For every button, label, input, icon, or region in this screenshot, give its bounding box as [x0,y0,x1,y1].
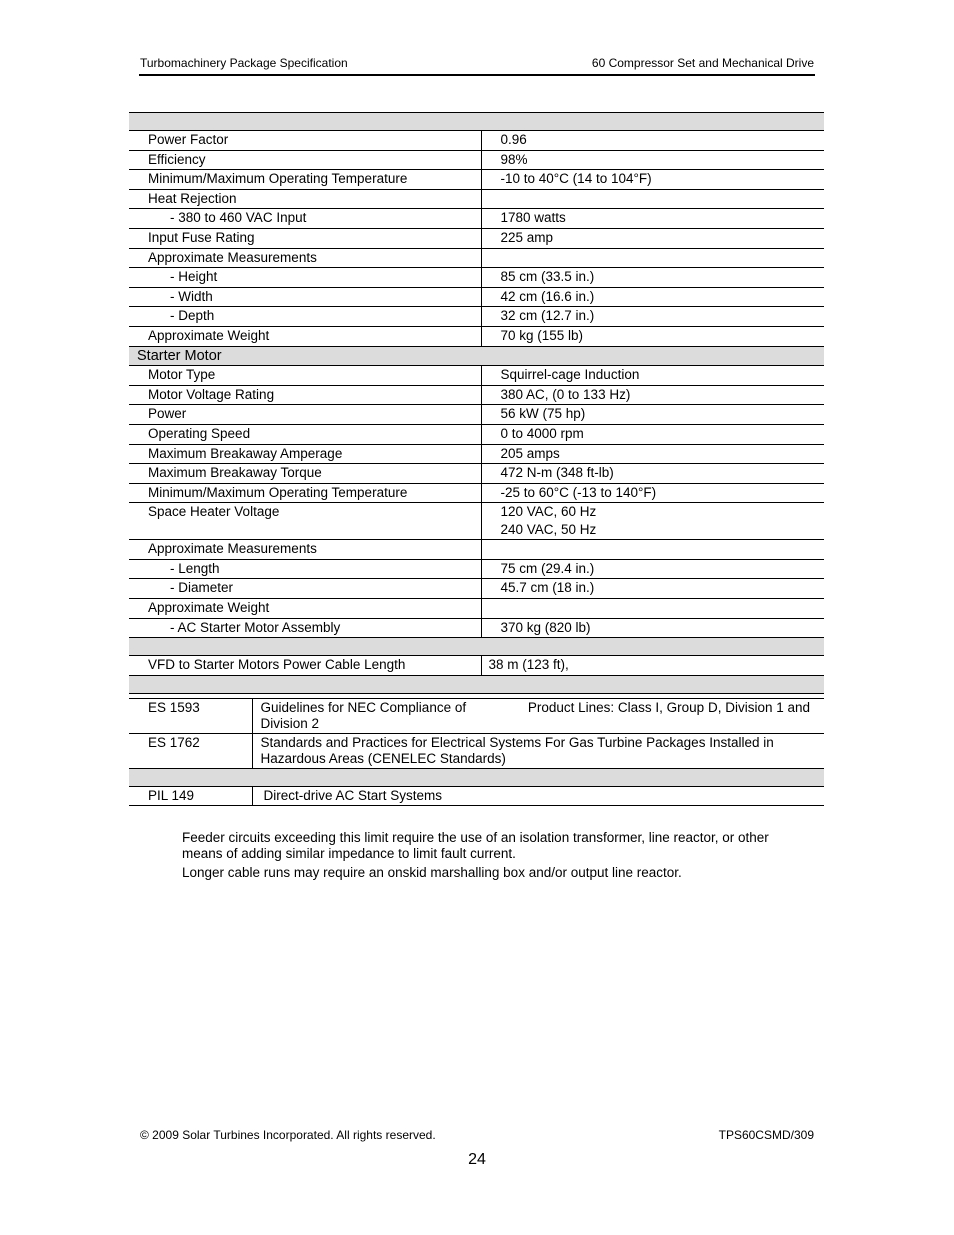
spec-label: Heat Rejection [129,189,481,209]
spec-value [481,599,824,619]
spec-label: Approximate Measurements [129,248,481,268]
spec-label: - Depth [129,307,481,327]
spec-label: Operating Speed [129,424,481,444]
spec-value: 70 kg (155 lb) [481,326,824,346]
standard-code: ES 1593 [129,699,252,734]
standard-row [129,699,824,734]
spec-label: Minimum/Maximum Operating Temperature [129,483,481,503]
spec-value: 45.7 cm (18 in.) [481,579,824,599]
page-number: 24 [468,1151,486,1168]
section-band-starter-motor [129,346,824,366]
spec-value: 472 N-m (348 ft-lb) [481,464,824,484]
spec-value: -10 to 40°C (14 to 104°F) [481,170,824,190]
spec-value: 56 kW (75 hp) [481,405,824,425]
standard-row [129,734,824,769]
spec-row [129,170,824,190]
spec-row [129,248,824,268]
spec-label: Space Heater Voltage [129,503,481,540]
spec-row [129,209,824,229]
pil-code: PIL 149 [129,787,252,806]
spec-row [129,307,824,327]
standard-description [252,699,824,734]
spec-row [129,656,824,676]
spec-label: Motor Type [129,366,481,386]
spec-value [481,189,824,209]
spec-row [129,189,824,209]
spec-label: Approximate Weight [129,599,481,619]
section-band-pil [129,769,824,787]
spec-row [129,483,824,503]
spec-value: 98% [481,150,824,170]
spec-value: 85 cm (33.5 in.) [481,268,824,288]
spec-label: - 380 to 460 VAC Input [129,209,481,229]
standard-description-part: Product Lines: Class I, Group D, Division 1 and [527,700,810,715]
spec-value: -25 to 60°C (-13 to 140°F) [481,483,824,503]
spec-row [129,150,824,170]
spec-label: Power [129,405,481,425]
spec-value-line: 120 VAC, 60 Hz [500,504,597,520]
spec-row [129,503,824,540]
spec-value: 205 amps [481,444,824,464]
spec-row [129,618,824,638]
spec-value: 0.96 [481,131,824,151]
standard-code: ES 1762 [129,734,252,769]
spec-value: 75 cm (29.4 in.) [481,559,824,579]
spec-row [129,385,824,405]
standard-description-part: Division 2 [260,716,320,731]
standard-description [252,734,824,769]
spec-value: 225 amp [481,228,824,248]
spec-row [129,444,824,464]
spec-label: VFD to Starter Motors Power Cable Length [129,656,481,676]
pil-row [129,787,824,806]
footnotes [182,830,802,884]
spec-value: 0 to 4000 rpm [481,424,824,444]
spec-row [129,366,824,386]
spec-label: Maximum Breakaway Torque [129,464,481,484]
spec-row [129,464,824,484]
spec-label: - Height [129,268,481,288]
header-document-title: Turbomachinery Package Specification [140,56,348,70]
spec-row [129,268,824,288]
spec-row [129,424,824,444]
spec-value: 32 cm (12.7 in.) [481,307,824,327]
standard-description-part: Guidelines for NEC Compliance of [260,700,467,715]
spec-row [129,559,824,579]
standards-table [129,698,824,806]
spec-value: 380 AC, (0 to 133 Hz) [481,385,824,405]
header-section-title: 60 Compressor Set and Mechanical Drive [591,56,814,70]
spec-label: Approximate Weight [129,326,481,346]
spec-label: - Width [129,287,481,307]
section-title: Starter Motor [129,346,824,366]
standard-description-part: Standards and Practices for Electrical Systems For Gas Turbine Packages Installed in [260,735,774,750]
document-code: TPS60CSMD/309 [718,1128,814,1142]
spec-label: Maximum Breakaway Amperage [129,444,481,464]
spec-row [129,599,824,619]
spec-label: Input Fuse Rating [129,228,481,248]
spec-label: Efficiency [129,150,481,170]
spec-label: - Diameter [129,579,481,599]
section-band-cable [129,638,824,656]
spec-row [129,228,824,248]
spec-value [481,540,824,560]
spec-value: 42 cm (16.6 in.) [481,287,824,307]
spec-value [481,503,824,540]
spec-row [129,131,824,151]
standard-description-part: Hazardous Areas (CENELEC Standards) [260,751,506,766]
spec-label: - Length [129,559,481,579]
spec-value-line: 240 VAC, 50 Hz [500,522,597,538]
page-header [139,54,815,76]
spec-value: Squirrel-cage Induction [481,366,824,386]
spec-row [129,579,824,599]
spec-value: 38 m (123 ft), [481,656,824,676]
copyright-text: © 2009 Solar Turbines Incorporated. All rights reserved. [140,1128,436,1142]
pil-description: Direct-drive AC Start Systems [252,787,824,806]
spec-value [481,248,824,268]
spec-label: Approximate Measurements [129,540,481,560]
spec-value: 370 kg (820 lb) [481,618,824,638]
section-band-vfd [129,113,824,131]
specification-table [129,112,824,694]
spec-label: - AC Starter Motor Assembly [129,618,481,638]
spec-value: 1780 watts [481,209,824,229]
spec-row [129,287,824,307]
spec-label: Power Factor [129,131,481,151]
spec-row [129,405,824,425]
footnote: Feeder circuits exceeding this limit require the use of an isolation transformer, line reactor, or other means of adding similar impedance to limit fault current. [182,830,769,861]
footnote: Longer cable runs may require an onskid marshalling box and/or output line reactor. [182,865,682,880]
spec-label: Minimum/Maximum Operating Temperature [129,170,481,190]
section-band-standards [129,675,824,693]
spec-label: Motor Voltage Rating [129,385,481,405]
spec-row [129,326,824,346]
spec-row [129,540,824,560]
